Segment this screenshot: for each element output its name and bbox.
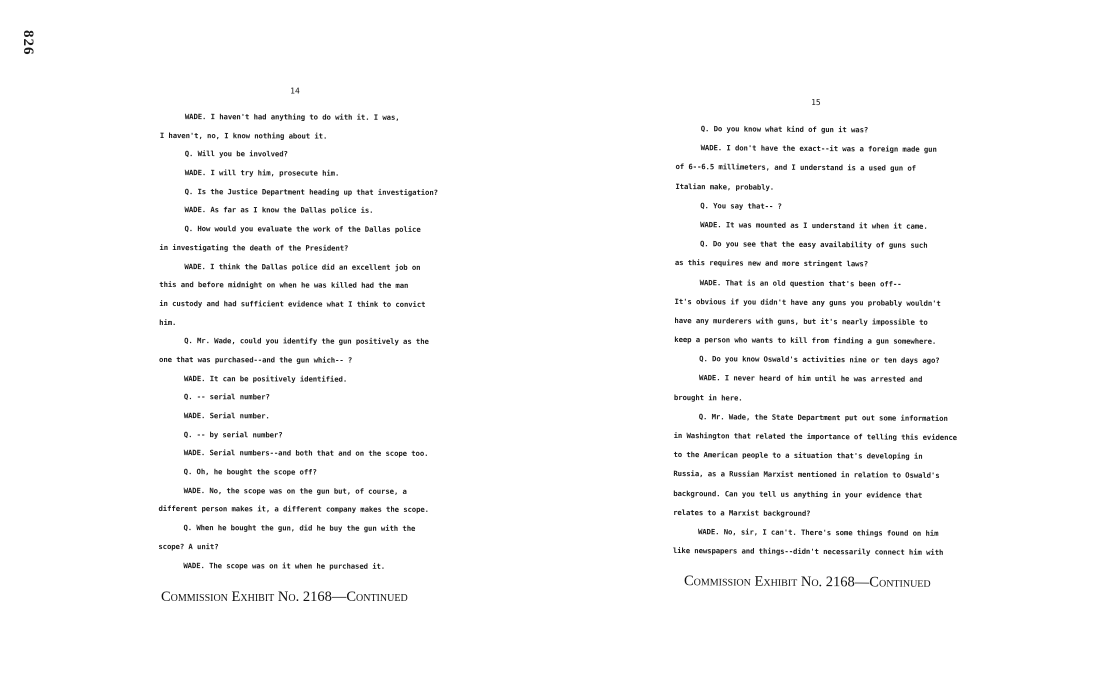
transcript-line: WADE. As far as I know the Dallas police is. xyxy=(184,205,374,216)
transcript-line: this and before midnight on when he was killed had the man xyxy=(159,280,409,291)
left-page-number: 14 xyxy=(290,86,300,96)
transcript-line: Italian make, probably. xyxy=(675,181,775,192)
transcript-line: Q. Do you know what kind of gun it was? xyxy=(700,124,869,135)
transcript-line: keep a person who wants to kill from finding a gun somewhere. xyxy=(674,335,937,346)
transcript-line: Q. Will you be involved? xyxy=(184,149,288,159)
transcript-line: to the American people to a situation that's developing in xyxy=(673,450,923,461)
right-page-body xyxy=(673,119,991,563)
transcript-line: WADE. I think the Dallas police did an excellent job on xyxy=(184,261,421,272)
transcript-line: Q. Mr. Wade, the State Department put out some information xyxy=(698,411,948,423)
right-exhibit-caption: Commission Exhibit No. 2168—Continued xyxy=(683,573,931,591)
transcript-line: in Washington that related the importance of telling this evidence xyxy=(673,430,958,442)
transcript-line: WADE. It can be positively identified. xyxy=(183,373,348,384)
transcript-line: WADE. No, the scope was on the gun but, of course, a xyxy=(183,485,407,496)
transcript-line: WADE. I don't have the exact--it was a foreign made gun xyxy=(700,143,937,155)
transcript-line: Q. When he bought the gun, did he buy the gun with the xyxy=(183,523,416,534)
transcript-line: WADE. The scope was on it when he purchased it. xyxy=(183,560,386,571)
transcript-line: Russia, as a Russian Marxist mentioned in relation to Oswald's xyxy=(673,469,940,481)
right-page xyxy=(673,97,991,563)
transcript-line: Q. Oh, he bought the scope off? xyxy=(183,467,317,477)
transcript-line: in custody and had sufficient evidence what I think to convict xyxy=(159,298,426,309)
transcript-line: WADE. I never heard of him until he was arrested and xyxy=(699,373,923,385)
transcript-line: Q. -- by serial number? xyxy=(183,429,283,440)
transcript-line: of 6--6.5 millimeters, and I understand is a used gun of xyxy=(675,162,916,174)
transcript-line: Q. Mr. Wade, could you identify the gun positively as the xyxy=(184,336,429,347)
transcript-line: WADE. I haven't had anything to do with it. I was, xyxy=(184,112,400,122)
margin-page-number: 826 xyxy=(20,30,36,56)
transcript-line: WADE. No, sir, I can't. There's some things found on him xyxy=(697,527,939,538)
transcript-line: It's obvious if you didn't have any guns you probably wouldn't xyxy=(674,296,941,308)
transcript-line: Q. Is the Justice Department heading up that investigation? xyxy=(184,186,438,197)
transcript-line: WADE. It was mounted as I understand it when it came. xyxy=(700,220,928,231)
transcript-line: brought in here. xyxy=(673,392,743,403)
transcript-line: Q. How would you evaluate the work of the Dallas police xyxy=(184,224,421,235)
transcript-line: Q. You say that-- ? xyxy=(700,200,782,211)
transcript-line: him. xyxy=(159,317,177,327)
transcript-line: like newspapers and things--didn't necessarily connect him with xyxy=(672,546,944,558)
transcript-line: as this requires new and more stringent laws? xyxy=(674,258,869,269)
right-page-number: 15 xyxy=(811,97,821,108)
transcript-line: different person makes it, a different company makes the scope. xyxy=(158,504,430,515)
transcript-line: WADE. Serial number. xyxy=(183,411,270,421)
left-page xyxy=(158,86,470,576)
transcript-line: have any murderers with guns, but it's nearly impossible to xyxy=(674,315,928,327)
transcript-line: Q. Do you see that the easy availability of guns such xyxy=(699,239,928,250)
transcript-line: in investigating the death of the President? xyxy=(159,242,349,253)
left-exhibit-caption: Commission Exhibit No. 2168—Continued xyxy=(161,589,408,605)
transcript-line: one that was purchased--and the gun which-- ? xyxy=(159,354,353,365)
transcript-line: Q. -- serial number? xyxy=(183,392,270,402)
transcript-line: relates to a Marxist background? xyxy=(673,507,811,518)
transcript-line: WADE. Serial numbers--and both that and on the scope too. xyxy=(183,448,429,459)
transcript-line: WADE. That is an old question that's been off-- xyxy=(699,277,902,289)
transcript-line: WADE. I will try him, prosecute him. xyxy=(184,168,340,178)
transcript-line: scope? A unit? xyxy=(158,541,219,552)
transcript-line: Q. Do you know Oswald's activities nine or ten days ago? xyxy=(699,354,940,366)
transcript-line: background. Can you tell us anything in your evidence that xyxy=(673,488,923,500)
left-page-body xyxy=(158,108,470,576)
transcript-line: I haven't, no, I know nothing about it. xyxy=(159,130,328,141)
